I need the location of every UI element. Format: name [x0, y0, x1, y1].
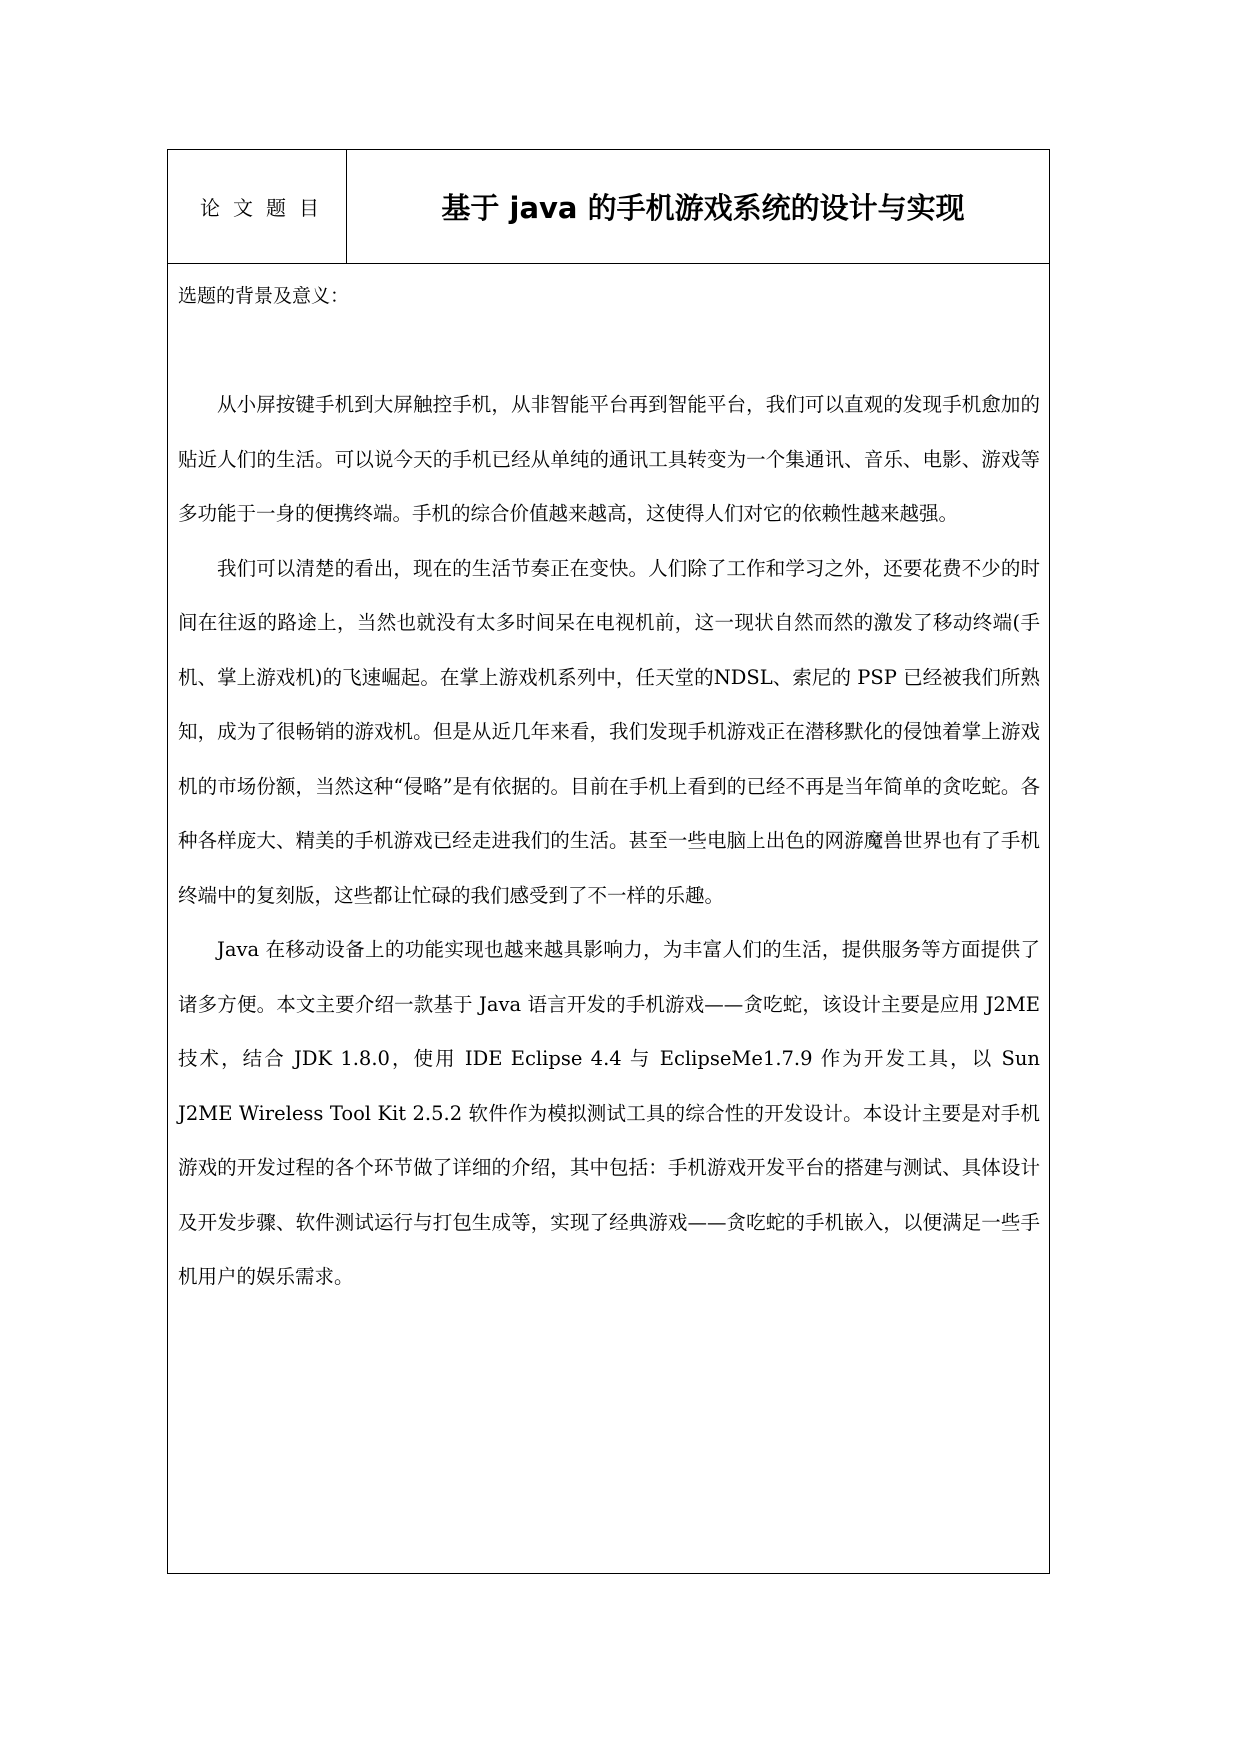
thesis-title: 基于 java 的手机游戏系统的设计与实现 [441, 191, 965, 225]
paragraph-1: 从小屏按键手机到大屏触控手机，从非智能平台再到智能平台，我们可以直观的发现手机愈加的贴近人们的生活。可以说今天的手机已经从单纯的通讯工具转变为一个集通讯、音乐、电影、游戏等多功能于一身的便携终端。手机的综合价值越来越高，这使得人们对它的依赖性越来越强。 [178, 393, 1040, 525]
title-cell [347, 150, 1049, 263]
section-label: 选题的背景及意义： [178, 285, 350, 307]
paragraph-3: Java 在移动设备上的功能实现也越来越具影响力，为丰富人们的生活，提供服务等方面提供了诸多方便。本文主要介绍一款基于 Java 语言开发的手机游戏——贪吃蛇，该设计主要是应用 J2ME 技术，结合 JDK 1.8.0，使用 IDE Eclipse 4.4 与 EclipseMe1.7.9 作为开发工具，以 Sun J2ME Wireless Tool Kit 2.5.2 软件作为模拟测试工具的综合性的开发设计。本设计主要是对手机游戏的开发过程的各个环节做了详细的介绍，其中包括：手机游戏开发平台的搭建与测试、具体设计及开发步骤、软件测试运行与打包生成等，实现了经典游戏——贪吃蛇的手机嵌入，以便满足一些手机用户的娱乐需求。 [178, 938, 1040, 1288]
paragraph-2: 我们可以清楚的看出，现在的生活节奏正在变快。人们除了工作和学习之外，还要花费不少的时间在往返的路途上，当然也就没有太多时间呆在电视机前，这一现状自然而然的激发了移动终端(手机、掌上游戏机)的飞速崛起。在掌上游戏机系列中，任天堂的NDSL、索尼的 PSP 已经被我们所熟知，成为了很畅销的游戏机。但是从近几年来看，我们发现手机游戏正在潜移默化的侵蚀着掌上游戏机的市场份额，当然这种“侵略”是有依据的。目前在手机上看到的已经不再是当年简单的贪吃蛇。各种各样庞大、精美的手机游戏已经走进我们的生活。甚至一些电脑上出色的网游魔兽世界也有了手机终端中的复刻版，这些都让忙碌的我们感受到了不一样的乐趣。 [178, 556, 1040, 907]
background-content [178, 378, 1040, 1305]
title-label-cell [168, 150, 347, 263]
title-label: 论文题目 [200, 196, 332, 220]
title-row [168, 150, 1049, 264]
